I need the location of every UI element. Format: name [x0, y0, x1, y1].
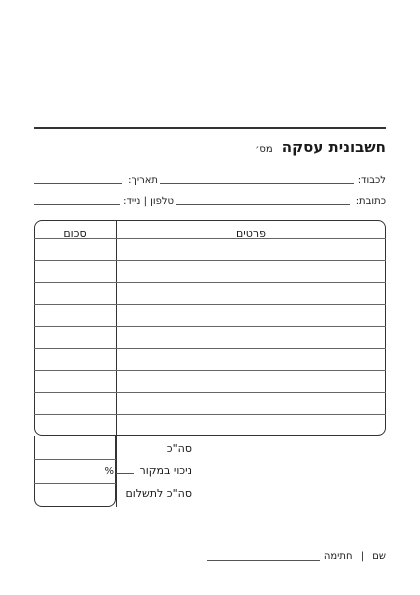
table-row[interactable] — [34, 326, 386, 327]
total-to-pay-label: סה"כ לתשלום — [125, 487, 192, 500]
table-row[interactable] — [34, 260, 386, 261]
address-label: כתובת: — [355, 196, 386, 207]
phone-label: טלפון | נייד: — [123, 196, 174, 207]
signature-label: חתימה — [323, 551, 353, 562]
table-row[interactable] — [34, 282, 386, 283]
invoice-title-text: חשבונית עסקה — [281, 138, 386, 156]
name-label: שם — [372, 551, 386, 562]
signature-separator: | — [360, 551, 365, 562]
items-table — [34, 220, 386, 436]
date-label: תאריך: — [128, 175, 158, 186]
table-row[interactable] — [34, 348, 386, 349]
summary-divider — [34, 483, 116, 484]
table-row[interactable] — [34, 304, 386, 305]
withholding-label: ניכוי במקור — [139, 464, 192, 477]
to-label: לכבוד: — [357, 175, 386, 186]
withholding-percent: % — [104, 466, 115, 477]
to-field[interactable] — [160, 183, 354, 184]
column-header-details: פרטים — [236, 227, 266, 240]
signature-row — [324, 551, 386, 563]
invoice-number-label: מס׳ — [255, 144, 273, 155]
phone-field[interactable] — [34, 204, 120, 205]
column-header-amount: סכום — [63, 227, 87, 240]
address-field[interactable] — [176, 204, 350, 205]
table-row[interactable] — [34, 414, 386, 415]
signature-field[interactable] — [207, 560, 320, 561]
total-label: סה"כ — [166, 442, 192, 455]
invoice-title — [255, 137, 386, 156]
withholding-percent-field[interactable] — [116, 464, 134, 474]
table-row[interactable] — [34, 392, 386, 393]
table-row[interactable] — [34, 370, 386, 371]
date-field[interactable] — [34, 183, 122, 184]
withholding-row — [105, 464, 193, 478]
summary-divider — [34, 459, 116, 460]
header-rule — [34, 127, 386, 129]
